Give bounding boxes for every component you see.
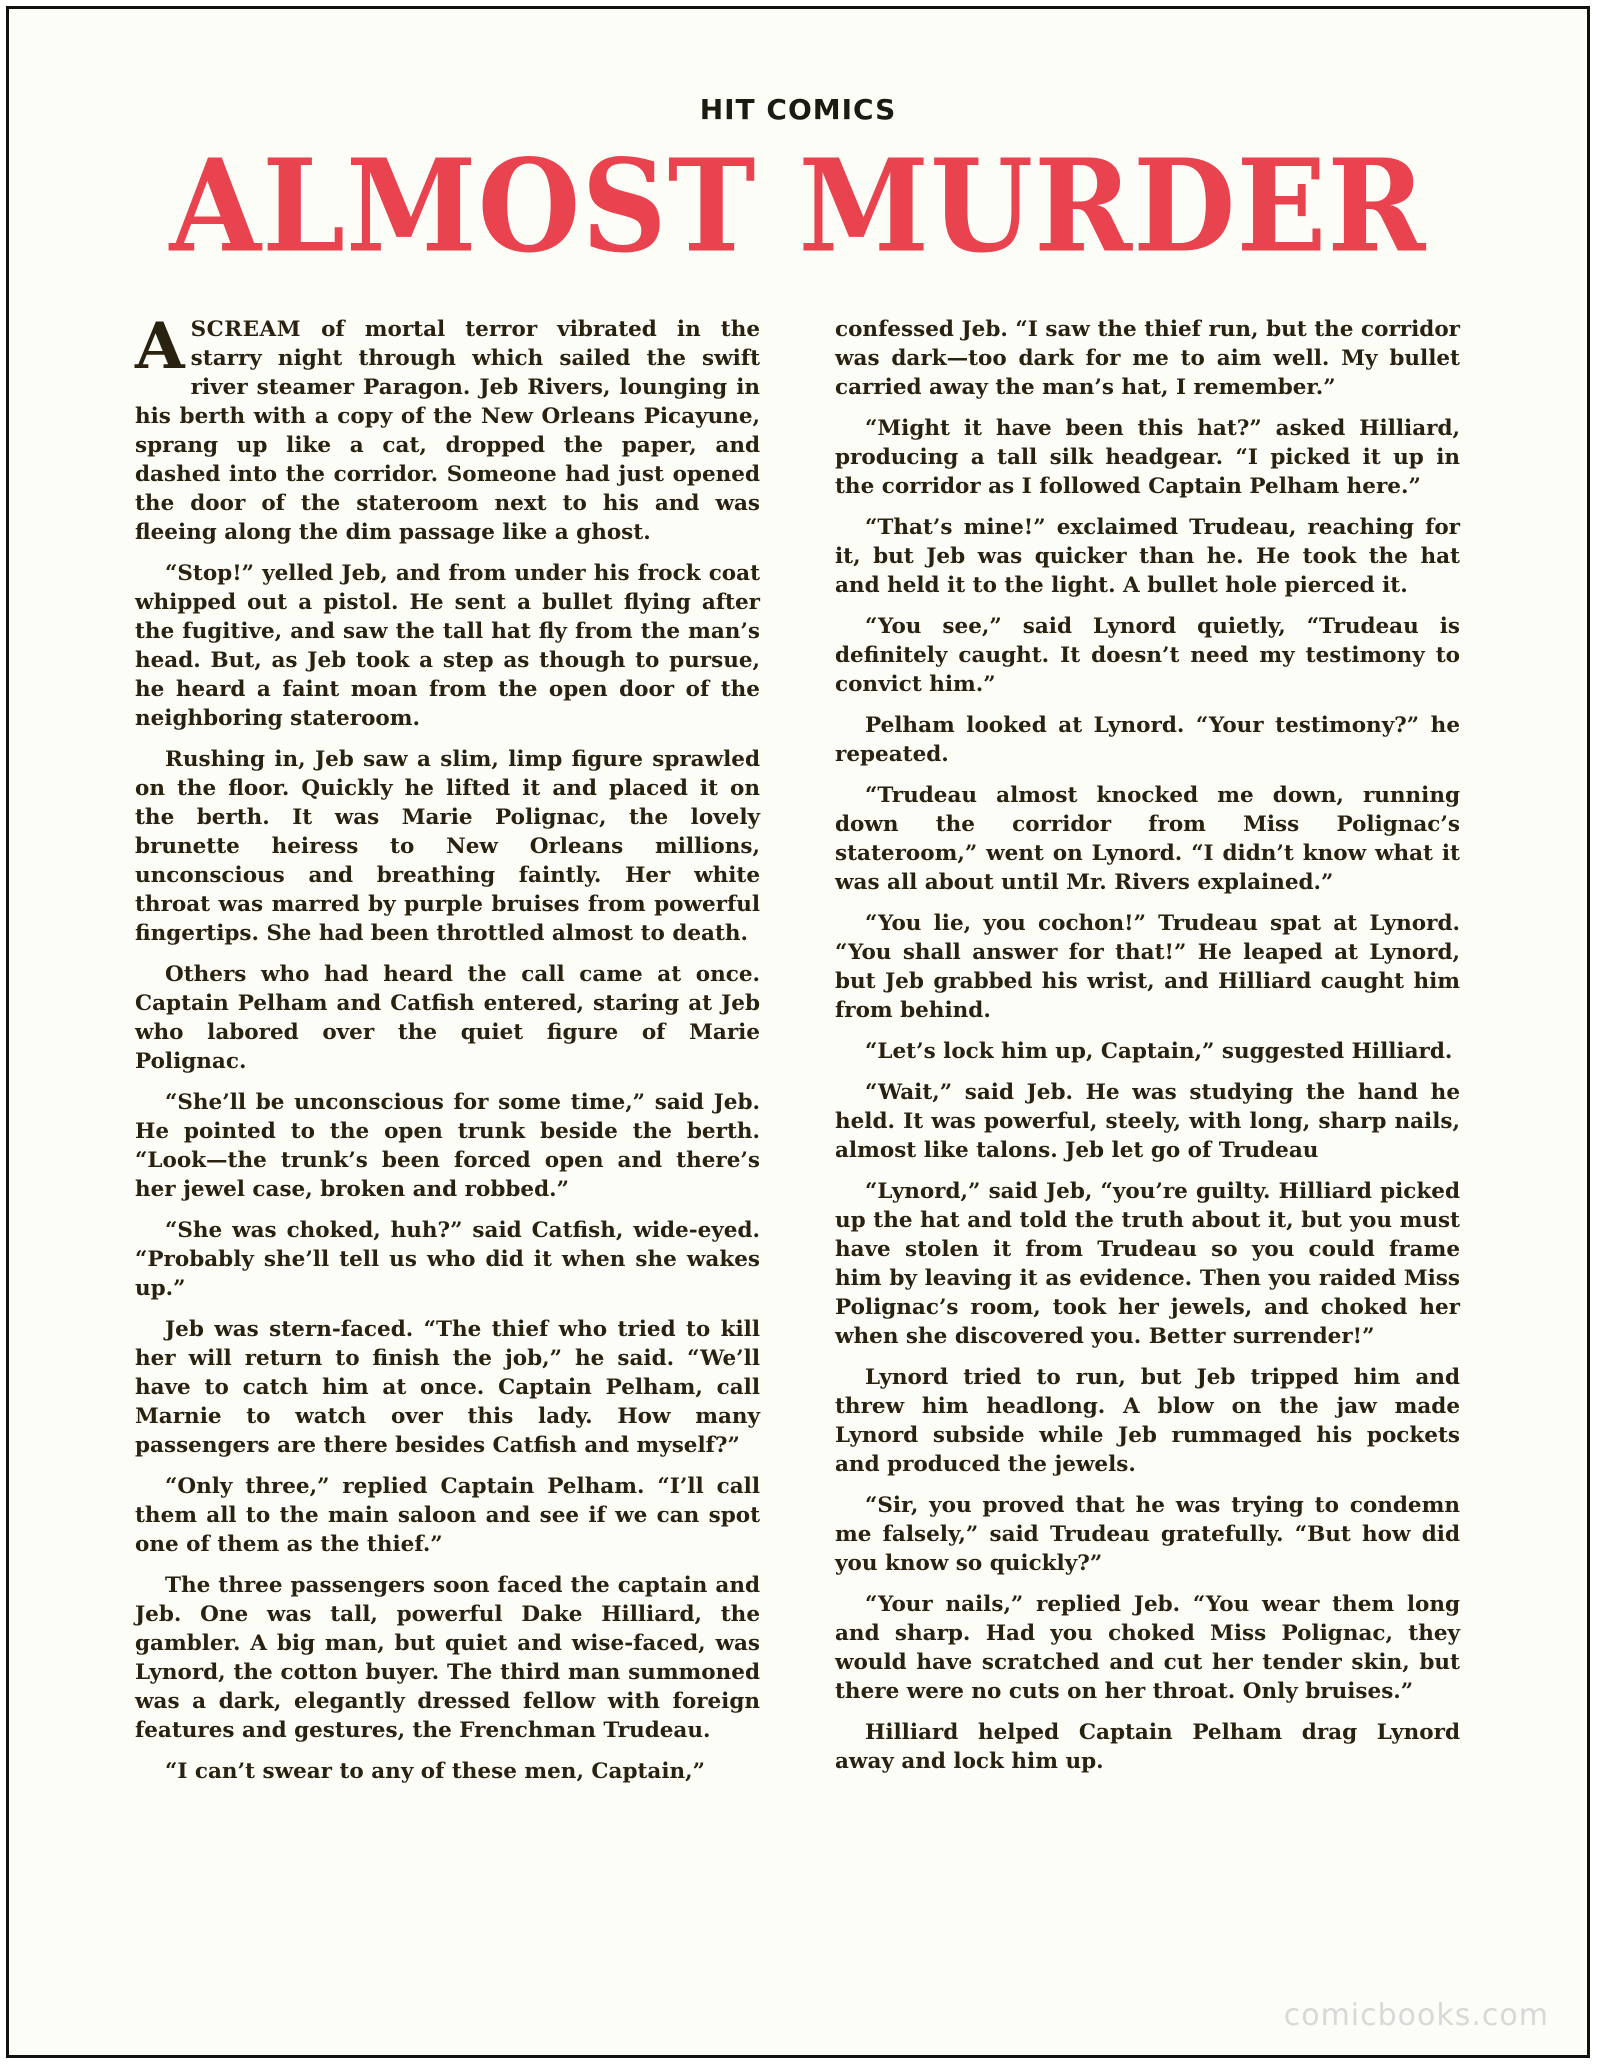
paragraph: “Wait,” said Jeb. He was studying the hand he held. It was powerful, steely, with long, sharp nails, almost like talons. Jeb let go of Trudeau	[835, 1080, 1460, 1163]
drop-cap: A	[135, 309, 185, 384]
paragraph: “She’ll be unconscious for some time,” said Jeb. He pointed to the open trunk beside the berth. “Look—the trunk’s been forced open and there’s her jewel case, broken and robbed.”	[135, 1090, 760, 1202]
continued-paragraph: confessed Jeb. “I saw the thief run, but the corridor was dark—too dark for me to aim well. My bullet carried away the man’s hat, I remember.”	[835, 317, 1460, 400]
paragraph: Others who had heard the call came at once. Captain Pelham and Catfish entered, staring at Jeb who labored over the quiet figure of Marie Polignac.	[135, 962, 760, 1074]
paragraph: “Trudeau almost knocked me down, running down the corridor from Miss Polignac’s stateroom,” went on Lynord. “I didn’t know what it was all about until Mr. Rivers explained.”	[835, 783, 1460, 895]
paragraph: “Lynord,” said Jeb, “you’re guilty. Hilliard picked up the hat and told the truth about it, but you must have stolen it from Trudeau so you could frame him by leaving it as evidence. Then you raided Miss Polignac’s room, took her jewels, and choked her when she discovered you. Better surrender!”	[835, 1179, 1460, 1349]
paragraph: “You lie, you cochon!” Trudeau spat at Lynord. “You shall answer for that!” He leaped at Lynord, but Jeb grabbed his wrist, and Hilliard caught him from behind.	[835, 911, 1460, 1023]
paragraph: “Let’s lock him up, Captain,” suggested Hilliard.	[865, 1039, 1453, 1064]
paragraph: Rushing in, Jeb saw a slim, limp figure sprawled on the floor. Quickly he lifted it and placed it on the berth. It was Marie Polignac, the lovely brunette heiress to New Orleans millions, unconscious and breathing faintly. Her white throat was marred by purple bruises from powerful fingertips. She had been throttled almost to death.	[135, 747, 760, 946]
paragraph: The three passengers soon faced the captain and Jeb. One was tall, powerful Dake Hilliard, the gambler. A big man, but quiet and wise-faced, was Lynord, the cotton buyer. The third man summoned was a dark, elegantly dressed fellow with foreign features and gestures, the Frenchman Trudeau.	[135, 1573, 760, 1743]
paragraph: “Might it have been this hat?” asked Hilliard, producing a tall silk headgear. “I picked it up in the corridor as I followed Captain Pelham here.”	[835, 416, 1460, 499]
paragraph: Jeb was stern-faced. “The thief who tried to kill her will return to finish the job,” he said. “We’ll have to catch him at once. Captain Pelham, call Marnie to watch over this lady. How many passengers are there besides Catfish and myself?”	[135, 1317, 760, 1458]
paragraph: Pelham looked at Lynord. “Your testimony?” he repeated.	[835, 713, 1460, 767]
right-column	[835, 315, 1460, 1788]
paragraph: “Your nails,” replied Jeb. “You wear them long and sharp. Had you choked Miss Polignac, they would have scratched and cut her tender skin, but there were no cuts on her throat. Only bruises.”	[835, 1592, 1460, 1704]
paragraph: “Only three,” replied Captain Pelham. “I’ll call them all to the main saloon and see if we can spot one of them as the thief.”	[135, 1474, 760, 1557]
paragraph: “That’s mine!” exclaimed Trudeau, reaching for it, but Jeb was quicker than he. He took the hat and held it to the light. A bullet hole pierced it.	[835, 515, 1460, 598]
left-column	[135, 309, 760, 1798]
story-title: ALMOST MURDER	[169, 130, 1427, 281]
paragraph: “Sir, you proved that he was trying to condemn me falsely,” said Trudeau gratefully. “But how did you know so quickly?”	[835, 1493, 1460, 1576]
paragraph: “She was choked, huh?” said Catfish, wide-eyed. “Probably she’ll tell us who did it when she wakes up.”	[135, 1218, 760, 1301]
opening-text: of mortal terror vibrated in the starry night through which sailed the swift river steamer Paragon. Jeb Rivers, lounging in his berth with a copy of the New Orleans Picayune, sprang up like a cat, dropped the paper, and dashed into the corridor. Someone had just opened the door of the stateroom next to his and was fleeing along the dim passage like a ghost.	[135, 317, 760, 545]
paragraph: “Stop!” yelled Jeb, and from under his frock coat whipped out a pistol. He sent a bullet flying after the fugitive, and saw the tall hat fly from the man’s head. But, as Jeb took a step as though to pursue, he heard a faint moan from the open door of the neighboring stateroom.	[135, 561, 760, 731]
paragraph: “You see,” said Lynord quietly, “Trudeau is definitely caught. It doesn’t need my testimony to convict him.”	[835, 614, 1460, 697]
paragraph: “I can’t swear to any of these men, Captain,”	[165, 1759, 705, 1784]
paragraph: Hilliard helped Captain Pelham drag Lynord away and lock him up.	[835, 1720, 1460, 1774]
site-watermark: comicbooks.com	[1283, 1998, 1549, 2033]
paragraph: Lynord tried to run, but Jeb tripped him and threw him headlong. A blow on the jaw made Lynord subside while Jeb rummaged his pockets and produced the jewels.	[835, 1365, 1460, 1477]
lead-word: SCREAM	[190, 317, 302, 342]
page-frame	[6, 6, 1590, 2058]
magazine-header: HIT COMICS	[699, 93, 897, 126]
opening-paragraph	[135, 309, 760, 547]
